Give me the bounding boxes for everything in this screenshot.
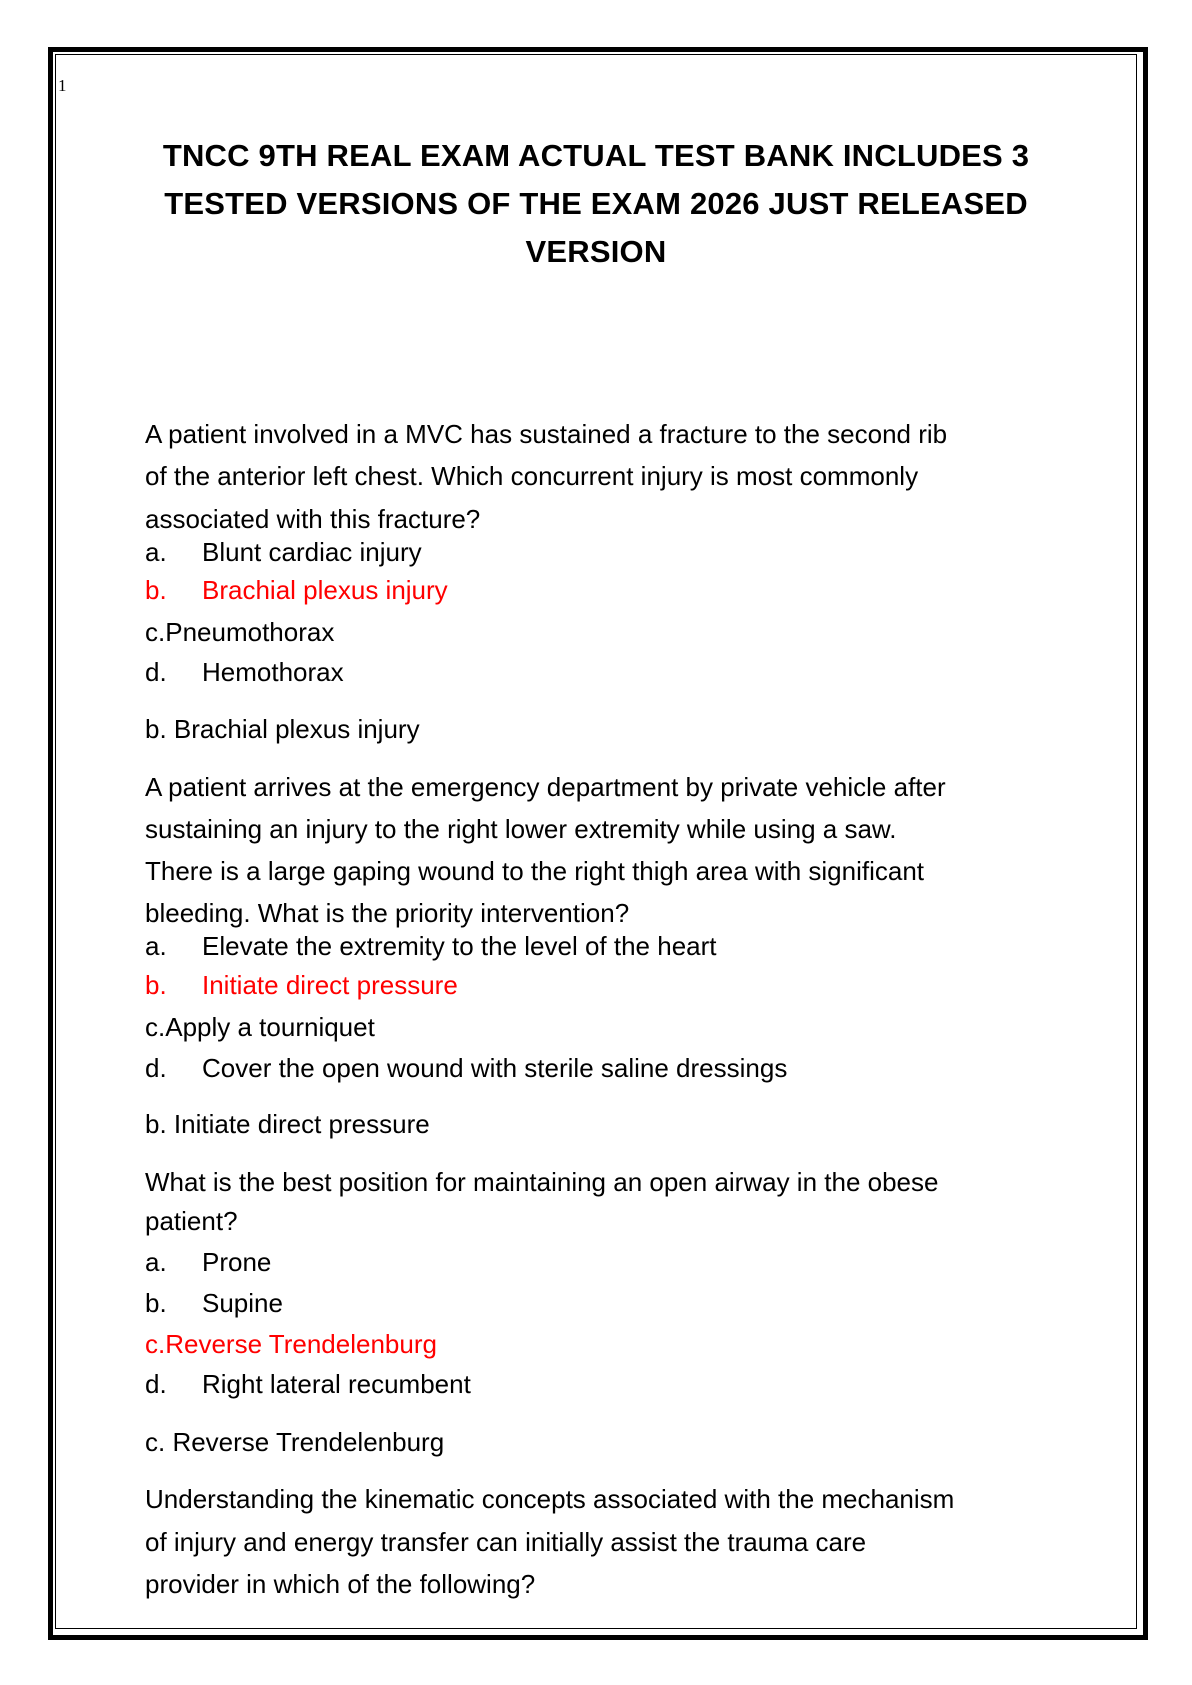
option-text: Prone [202,1247,272,1277]
question-4-stem-line-1: Understanding the kinematic concepts associated with the mechanism [145,1484,955,1514]
option-letter: d. [145,1053,167,1083]
question-3-option-a [145,1246,271,1278]
question-1-option-d [145,656,344,688]
option-text: Elevate the extremity to the level of the heart [202,931,717,961]
question-1-answer: b. Brachial plexus injury [145,714,420,744]
option-letter: a. [145,1247,167,1277]
option-letter: b. [145,575,167,605]
question-1-stem-line-1: A patient involved in a MVC has sustained a fracture to the second rib [145,419,948,449]
question-3-stem-line-2: patient? [145,1206,238,1236]
option-letter: a. [145,931,167,961]
option-text: Brachial plexus injury [202,575,448,605]
option-letter: c. [145,1012,166,1042]
option-text: Pneumothorax [165,617,335,647]
option-text: Blunt cardiac injury [202,537,422,567]
option-text: Initiate direct pressure [202,970,458,1000]
question-2-stem-line-2: sustaining an injury to the right lower extremity while using a saw. [145,814,897,844]
document-title-line-3: VERSION [525,234,667,269]
question-2-answer: b. Initiate direct pressure [145,1109,430,1139]
question-3-answer: c. Reverse Trendelenburg [145,1427,445,1457]
question-3-stem-line-1: What is the best position for maintaining an open airway in the obese [145,1167,939,1197]
question-2-option-a [145,930,717,962]
option-letter: c. [145,1329,166,1359]
question-4-stem-line-3: provider in which of the following? [145,1569,536,1599]
question-1-option-c [145,616,334,648]
question-3-option-b [145,1287,283,1319]
option-text: Cover the open wound with sterile saline dressings [202,1053,788,1083]
option-text: Apply a tourniquet [165,1012,375,1042]
option-letter: b. [145,1288,167,1318]
option-letter: a. [145,537,167,567]
question-1-option-b-correct [145,574,448,606]
question-1-stem-line-2: of the anterior left chest. Which concurrent injury is most commonly [145,461,919,491]
question-2-option-b-correct [145,969,458,1001]
question-4-stem-line-2: of injury and energy transfer can initially assist the trauma care [145,1527,867,1557]
document-title-line-2: TESTED VERSIONS OF THE EXAM 2026 JUST RELEASED [164,186,1028,221]
option-letter: b. [145,970,167,1000]
option-letter: c. [145,617,166,647]
option-text: Supine [202,1288,283,1318]
question-2-stem-line-4: bleeding. What is the priority intervention? [145,898,630,928]
question-2-stem-line-3: There is a large gaping wound to the right thigh area with significant [145,856,925,886]
question-1-stem-line-3: associated with this fracture? [145,504,481,534]
option-text: Hemothorax [202,657,344,687]
question-3-option-d [145,1368,471,1400]
question-3-option-c-correct [145,1328,437,1360]
document-title-line-1: TNCC 9TH REAL EXAM ACTUAL TEST BANK INCLUDES 3 [162,138,1030,173]
question-2-stem-line-1: A patient arrives at the emergency department by private vehicle after [145,772,946,802]
option-text: Right lateral recumbent [202,1369,471,1399]
page-number: 1 [58,76,67,95]
option-letter: d. [145,657,167,687]
question-2-option-c [145,1011,375,1043]
question-2-option-d [145,1052,787,1084]
question-1-option-a [145,536,422,568]
option-letter: d. [145,1369,167,1399]
option-text: Reverse Trendelenburg [165,1329,437,1359]
